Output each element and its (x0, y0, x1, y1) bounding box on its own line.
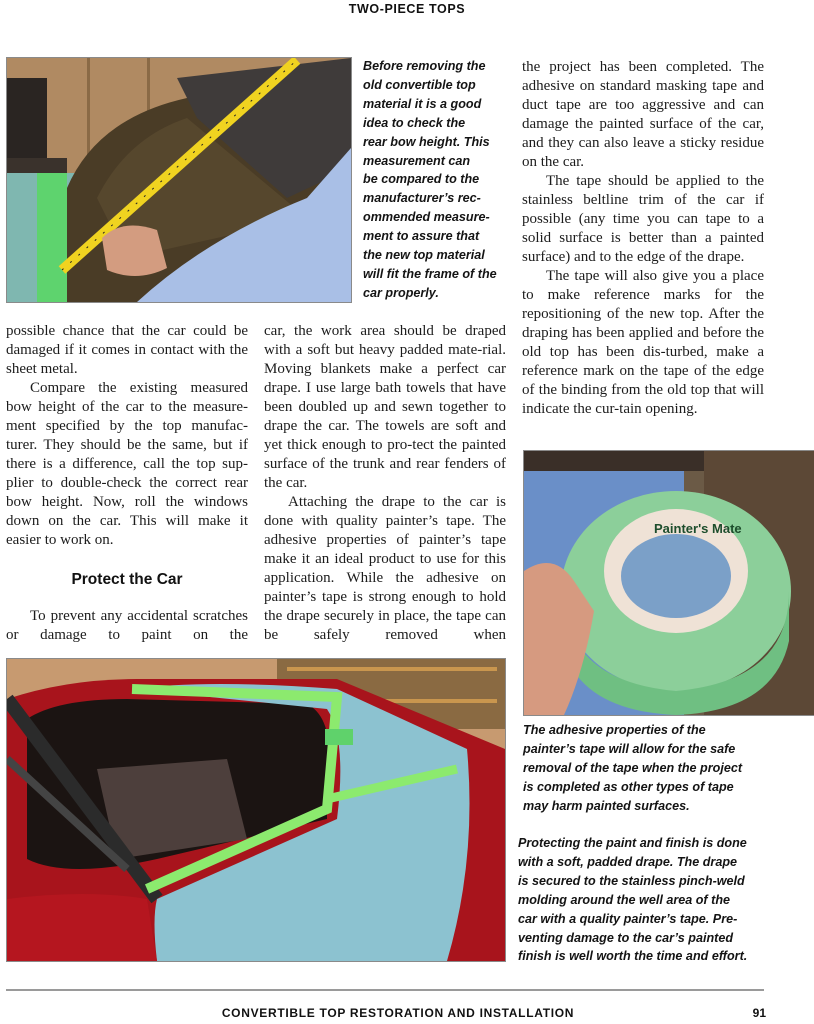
paragraph: Compare the existing measured bow height of the car to the measure-ment specified by the top manufac-turer. They should be the same, but if there is a difference, call the top sup-plier to double-check the correct rear bow height. Now, roll the windows down on the car. This will make it easier to work on. (6, 380, 248, 548)
caption-line: car properly. (363, 285, 439, 300)
caption-line: rear bow height. This (363, 134, 490, 149)
caption-line: old convertible top (363, 77, 476, 92)
caption-line: Before removing the (363, 59, 486, 73)
tape-measure-photo (6, 57, 352, 303)
caption-line: finish is well worth the time and effort. (518, 949, 748, 964)
caption-line: removal of the tape when the project (523, 760, 743, 775)
painters-tape-photo (523, 450, 814, 716)
caption-line: painter’s tape will allow for the safe (523, 741, 736, 756)
running-head: TWO-PIECE TOPS (348, 2, 466, 16)
paragraph: car, the work area should be draped with a soft but heavy padded mate-rial. Moving blankets make a perfect car drape. I use large bath towels that have been doubled up and sewn together to drape the car. The towels are soft and yet thick enough to pro-tect the painted surface of the trunk and rear fenders of the car. (264, 323, 506, 491)
tape-measure-photo-image (7, 58, 351, 302)
column-3-text (522, 58, 764, 419)
paragraph: Attaching the drape to the car is done with quality painter’s tape. The adhesive properties of painter’s tape make it an ideal product to use for this application. While the adhesive on painter’s tape is strong enough to hold the drape securely in place, the tape can be safely removed when (264, 494, 506, 643)
caption-line: is secured to the stainless pinch-weld (518, 873, 745, 888)
paragraph: the project has been completed. The adhesive on standard masking tape and duct tape are too aggressive and can damage the painted surface of the car, and they can also leave a sticky residue on the car. (522, 59, 764, 170)
paragraph: To prevent any accidental scratches or damage to paint on the (6, 608, 248, 643)
section-subhead: Protect the Car (71, 571, 183, 588)
caption-line: may harm painted surfaces. (523, 798, 690, 813)
caption-line: the new top material (363, 248, 485, 263)
caption-line: be compared to the (363, 172, 480, 187)
caption-line: measurement can (363, 153, 471, 168)
caption-line: is completed as other types of tape (523, 779, 734, 794)
caption-line: with a soft, padded drape. The drape (518, 854, 738, 869)
draped-car-caption (518, 834, 812, 966)
caption-line: molding around the well area of the (518, 892, 731, 907)
paragraph: The tape should be applied to the stainless beltline trim of the car if possible (any time you can tape to a solid surface is better than a painted surface) and to the edge of the drape. (522, 173, 764, 265)
caption-line: material it is a good (363, 96, 482, 111)
footer-book-title: CONVERTIBLE TOP RESTORATION AND INSTALLATION (221, 1006, 575, 1020)
page-number: 91 (752, 1006, 766, 1020)
tape-measure-caption (363, 57, 513, 303)
column-2-text (264, 322, 506, 645)
painters-tape-caption (523, 721, 811, 816)
painters-tape-photo-image (524, 451, 814, 715)
caption-line: ment to assure that (363, 229, 480, 244)
caption-line: will fit the frame of the (363, 266, 497, 281)
tape-brand-label: Painter's Mate (654, 521, 742, 536)
caption-line: ommended measure- (363, 210, 490, 225)
paragraph: possible chance that the car could be damaged if it comes in contact with the sheet metal. (6, 323, 248, 377)
caption-line: Protecting the paint and finish is done (518, 836, 747, 850)
caption-line: car with a quality painter’s tape. Pre- (518, 911, 738, 926)
caption-line: idea to check the (363, 115, 466, 130)
draped-car-photo (6, 658, 506, 962)
caption-line: venting damage to the car’s painted (518, 930, 734, 945)
draped-car-photo-image (7, 659, 505, 961)
caption-line: The adhesive properties of the (523, 723, 706, 737)
caption-line: manufacturer’s rec- (363, 191, 481, 206)
paragraph: The tape will also give you a place to make reference marks for the repositioning of the new top. After the draping has been applied and before the old top has been dis-turbed, make a reference mark on the tape of the edge of the binding from the old top that will indicate the cur-tain opening. (522, 268, 764, 417)
column-1-text (6, 322, 248, 645)
footer-rule (6, 989, 764, 991)
